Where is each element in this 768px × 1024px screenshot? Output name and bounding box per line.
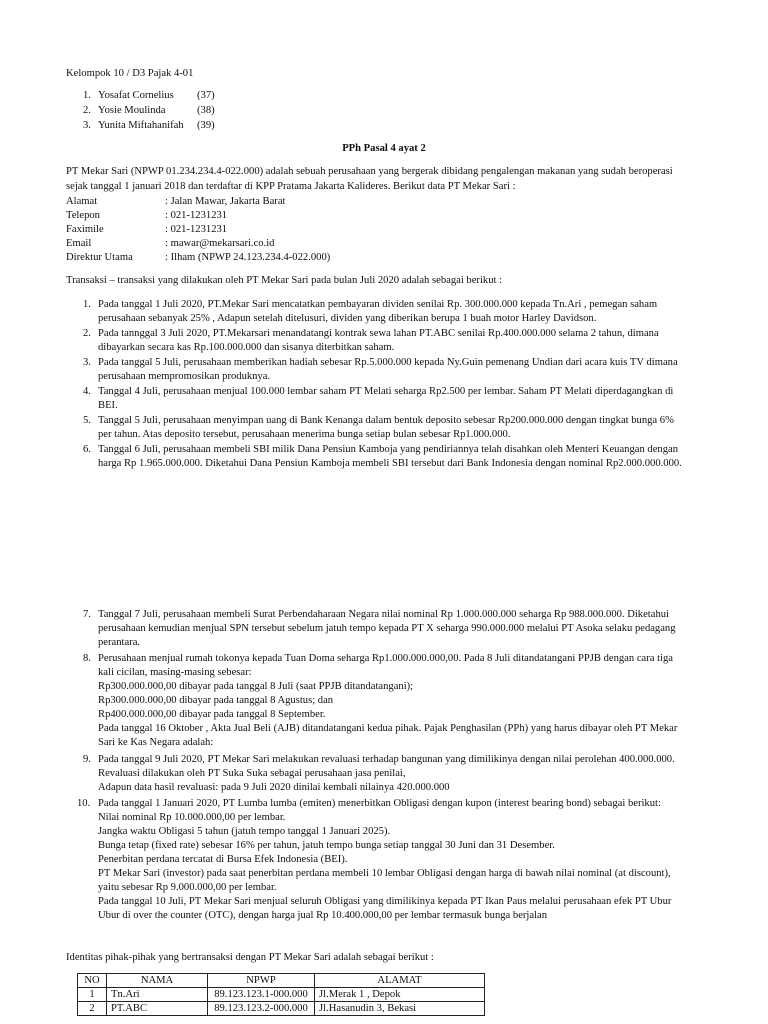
table-cell: 2 bbox=[78, 1002, 107, 1016]
info-value: : Jalan Mawar, Jakarta Barat bbox=[165, 196, 286, 207]
item-number: 6. bbox=[83, 444, 91, 455]
item-number: 3. bbox=[83, 357, 91, 368]
item-line: Revaluasi dilakukan oleh PT Suka Suka sebagai perusahaan jasa penilai, bbox=[98, 768, 406, 779]
item-number: 4. bbox=[83, 386, 91, 397]
item-line: perusahaan sebanyak 25% , Adapun setelah ditelusuri, dividen yang diberikan berupa 1 buah motor Harley Davidson. bbox=[98, 313, 597, 324]
item-line: Rp300.000.000,00 dibayar pada tanggal 8 Juli (saat PPJB ditandatangani); bbox=[98, 681, 414, 692]
table-cell: 89.123.123.2-000.000 bbox=[208, 1002, 315, 1016]
item-line: Pada tanggal 16 Oktober , Akta Jual Beli (AJB) ditandatangani kedua pihak. Pajak Penghasilan (PPh) yang harus dibayar oleh PT Mekar bbox=[98, 723, 678, 734]
table-cell: Tn.Ari bbox=[107, 988, 208, 1002]
info-value: : mawar@mekarsari.co.id bbox=[165, 238, 275, 249]
member-name: Yosie Moulinda bbox=[98, 105, 166, 116]
item-line: Jangka waktu Obligasi 5 tahun (jatuh tempo tanggal 1 Januari 2025). bbox=[98, 826, 391, 837]
table-cell: Jl.Merak 1 , Depok bbox=[315, 988, 485, 1002]
item-number: 9. bbox=[83, 754, 91, 765]
item-line: Penerbitan perdana tercatat di Bursa Efek Indonesia (BEI). bbox=[98, 854, 348, 865]
intro-line: sejak tanggal 1 januari 2018 dan terdaftar di KPP Pratama Jakarta Kalideres. Berikut data PT Mekar Sari : bbox=[66, 181, 516, 192]
item-number: 10. bbox=[77, 798, 91, 809]
item-line: Adapun data hasil revaluasi: pada 9 Juli 2020 dinilai kembali nilainya 420.000.000 bbox=[98, 782, 450, 793]
member-id: (37) bbox=[197, 90, 215, 101]
info-label: Email bbox=[66, 238, 92, 249]
info-value: : 021-1231231 bbox=[165, 224, 228, 235]
member-name: Yunita Miftahanifah bbox=[98, 120, 184, 131]
item-line: Bunga tetap (fixed rate) sebesar 16% per tahun, jatuh tempo bunga setiap tanggal 30 Juni dan 31 Desember. bbox=[98, 840, 555, 851]
item-line: PT Mekar Sari (investor) pada saat penerbitan perdana membeli 10 lembar Obligasi dengan harga di bawah nilai nominal (at discount), bbox=[98, 868, 671, 879]
column-header: ALAMAT bbox=[315, 974, 485, 988]
table-cell: 89.123.123.1-000.000 bbox=[208, 988, 315, 1002]
item-line: Pada tanggal 1 Januari 2020, PT Lumba lumba (emiten) menerbitkan Obligasi dengan kupon (interest bearing bond) sebagai berikut: bbox=[98, 798, 661, 809]
info-label: Faximile bbox=[66, 224, 104, 235]
item-line: Sari ke Kas Negara adalah: bbox=[98, 737, 214, 748]
column-header: NAMA bbox=[107, 974, 208, 988]
item-line: kali cicilan, masing-masing sebesar: bbox=[98, 667, 252, 678]
item-line: harga Rp 1.965.000.000. Diketahui Dana Pensiun Kamboja membeli SBI tersebut dari Bank Indonesia dengan nominal Rp2.000.000.000. bbox=[98, 458, 682, 469]
member-id: (39) bbox=[197, 120, 215, 131]
group-heading: Kelompok 10 / D3 Pajak 4-01 bbox=[66, 68, 194, 79]
item-line: Rp300.000.000,00 dibayar pada tanggal 8 Agustus; dan bbox=[98, 695, 334, 706]
item-line: Nilai nominal Rp 10.000.000,00 per lembar. bbox=[98, 812, 286, 823]
item-line: Rp400.000.000,00 dibayar pada tanggal 8 September. bbox=[98, 709, 326, 720]
table-cell: 1 bbox=[78, 988, 107, 1002]
info-value: : 021-1231231 bbox=[165, 210, 228, 221]
item-line: Pada tanggal 5 Juli, perusahaan memberikan hadiah sebesar Rp.5.000.000 kepada Ny.Guin pemenang Undian dari acara kuis TV dimana bbox=[98, 357, 678, 368]
item-line: Perusahaan menjual rumah tokonya kepada Tuan Doma seharga Rp1.000.000.000,00. Pada 8 Juli ditandatangani PPJB dengan cara tiga bbox=[98, 653, 673, 664]
table-header-row bbox=[78, 974, 485, 988]
item-line: Tanggal 5 Juli, perusahaan menyimpan uang di Bank Kenanga dalam bentuk deposito sebesar Rp200.000.000 dengan tingkat bunga 6% bbox=[98, 415, 674, 426]
info-label: Direktur Utama bbox=[66, 252, 133, 263]
item-number: 1. bbox=[83, 299, 91, 310]
member-number: 2. bbox=[83, 105, 91, 116]
transactions-intro: Transaksi – transaksi yang dilakukan oleh PT Mekar Sari pada bulan Juli 2020 adalah sebagai berikut : bbox=[66, 275, 503, 286]
item-number: 2. bbox=[83, 328, 91, 339]
document-title: PPh Pasal 4 ayat 2 bbox=[342, 143, 426, 154]
item-line: BEI. bbox=[98, 400, 118, 411]
item-number: 8. bbox=[83, 653, 91, 664]
item-line: Tanggal 4 Juli, perusahaan menjual 100.000 lembar saham PT Melati seharga Rp2.500 per lembar. Saham PT Melati diperdagangkan di bbox=[98, 386, 674, 397]
item-line: Ubur di over the counter (OTC), dengan harga jual Rp 10.400.000,00 per lembar termasuk bunga berjalan bbox=[98, 910, 548, 921]
table-row bbox=[78, 1002, 485, 1016]
item-line: perusahaan mempromosikan produknya. bbox=[98, 371, 271, 382]
info-label: Telepon bbox=[66, 210, 100, 221]
column-header: NPWP bbox=[208, 974, 315, 988]
identities-intro: Identitas pihak-pihak yang bertransaksi dengan PT Mekar Sari adalah sebagai berikut : bbox=[66, 952, 434, 963]
item-line: Pada tanggal 9 Juli 2020, PT Mekar Sari melakukan revaluasi terhadap bangunan yang dimilikinya dengan nilai perolehan 400.000.000. bbox=[98, 754, 675, 765]
item-line: Tanggal 7 Juli, perusahaan membeli Surat Perbendaharaan Negara nilai nominal Rp 1.000.000.000 seharga Rp 988.000.000. Diketahui bbox=[98, 609, 669, 620]
info-value: : Ilham (NPWP 24.123.234.4-022.000) bbox=[165, 252, 331, 263]
column-header: NO bbox=[78, 974, 107, 988]
item-line: Pada tannggal 3 Juli 2020, PT.Mekarsari menandatangi kontrak sewa lahan PT.ABC senilai Rp.400.000.000 selama 2 tahun, dimana bbox=[98, 328, 659, 339]
item-line: Pada tanggal 10 Juli, PT Mekar Sari menjual seluruh Obligasi yang dimilikinya kepada PT Ikan Paus melalui perusahaan efek PT Ubur bbox=[98, 896, 672, 907]
item-line: dibayarkan secara kas Rp.100.000.000 dan sisanya diterbitkan saham. bbox=[98, 342, 395, 353]
item-line: yaitu sebesar Rp 9.000.000,00 per lembar. bbox=[98, 882, 277, 893]
member-name: Yosafat Cornelius bbox=[98, 90, 174, 101]
item-number: 5. bbox=[83, 415, 91, 426]
table-cell: PT.ABC bbox=[107, 1002, 208, 1016]
table-row bbox=[78, 988, 485, 1002]
member-number: 3. bbox=[83, 120, 91, 131]
info-label: Alamat bbox=[66, 196, 98, 207]
item-line: perantara. bbox=[98, 637, 141, 648]
member-number: 1. bbox=[83, 90, 91, 101]
identities-table bbox=[77, 973, 485, 1016]
member-id: (38) bbox=[197, 105, 215, 116]
item-line: perusahaan kemudian menjual SPN tersebut sebelum jatuh tempo kepada PT X seharga 990.000.000 melalui PT Asoka selaku pedagang bbox=[98, 623, 676, 634]
item-line: Pada tanggal 1 Juli 2020, PT.Mekar Sari mencatatkan pembayaran dividen senilai Rp. 300.000.000 kepada Tn.Ari , pemegan saham bbox=[98, 299, 658, 310]
item-line: per tahun. Atas deposito tersebut, perusahaan menerima bunga setiap bulan sebesar Rp1.000.000. bbox=[98, 429, 511, 440]
table-cell: Jl.Hasanudin 3, Bekasi bbox=[315, 1002, 485, 1016]
item-line: Tanggal 6 Juli, perusahaan membeli SBI milik Dana Pensiun Kamboja yang pendiriannya telah disahkan oleh Menteri Keuangan dengan bbox=[98, 444, 678, 455]
item-number: 7. bbox=[83, 609, 91, 620]
intro-line: PT Mekar Sari (NPWP 01.234.234.4-022.000) adalah sebuah perusahaan yang bergerak dibidang pengalengan makanan yang sudah beroperasi bbox=[66, 166, 673, 177]
